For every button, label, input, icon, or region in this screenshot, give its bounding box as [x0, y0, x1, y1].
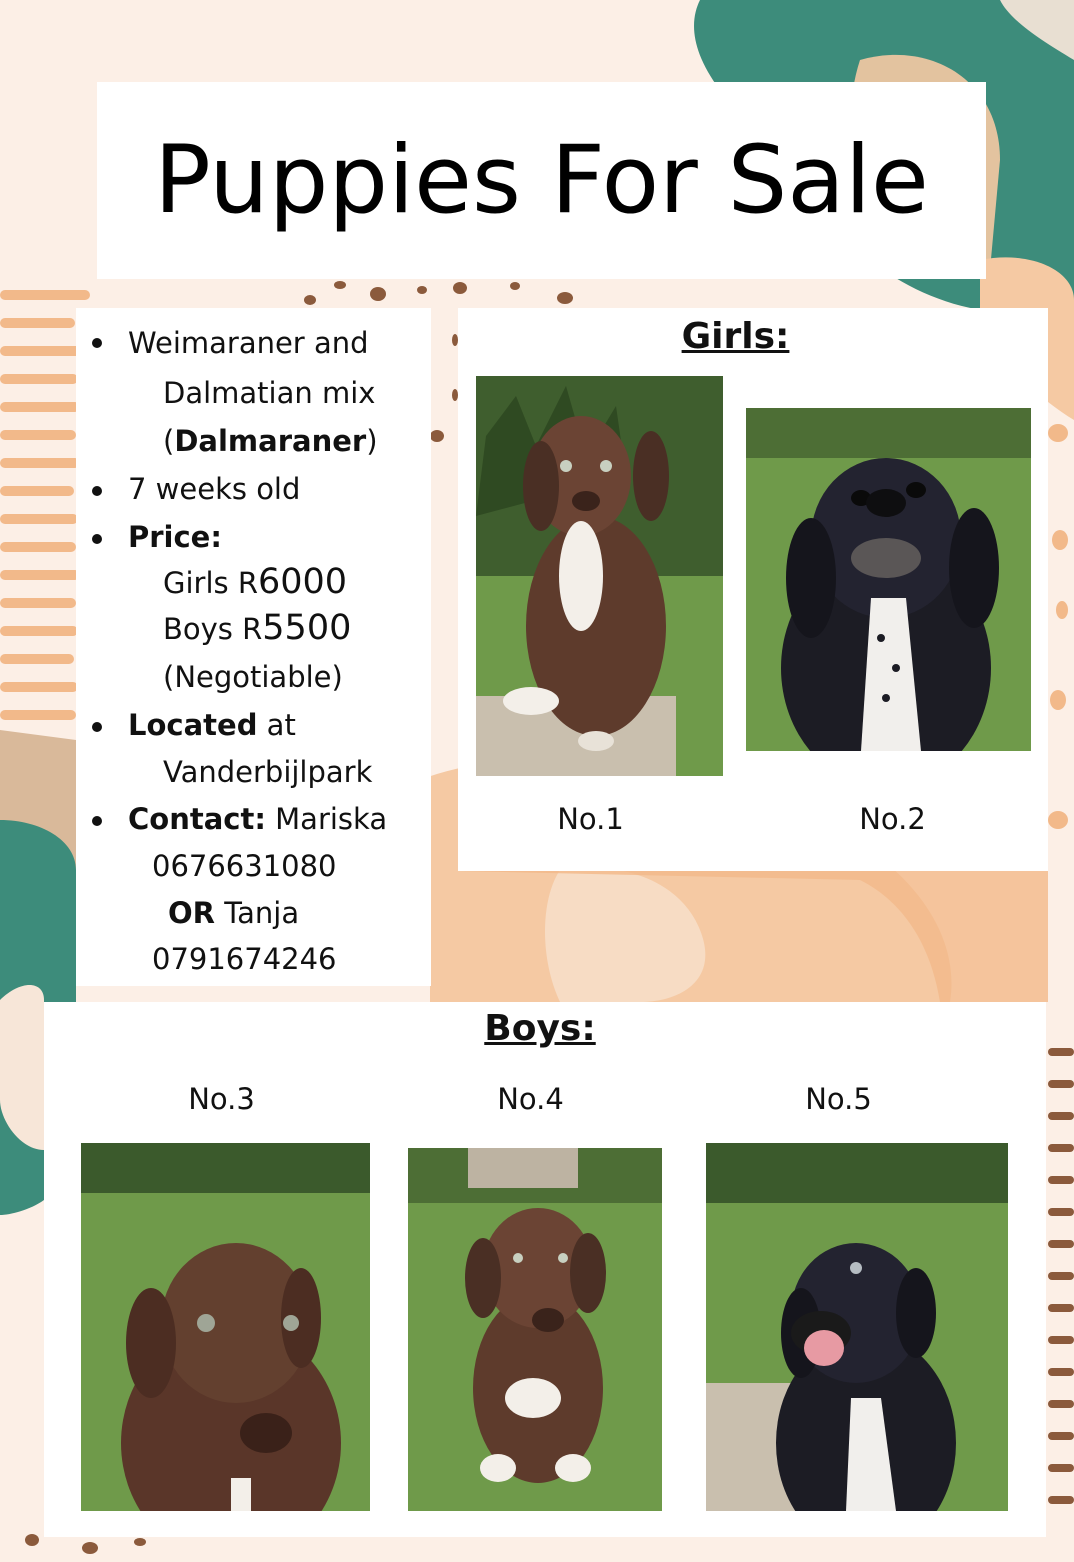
contact-label: Contact: [128, 802, 266, 836]
breed-name-line [163, 424, 378, 458]
boys-price-value: 5500 [262, 608, 352, 648]
negotiable-note: (Negotiable) [163, 660, 343, 694]
puppy-photo-icon [706, 1143, 1008, 1511]
bullet-icon [92, 816, 102, 826]
contact-phone-1: 0676631080 [152, 849, 337, 883]
age-line: 7 weeks old [128, 472, 301, 506]
puppy-label-2: No.2 [859, 802, 926, 836]
bullet-icon [92, 486, 102, 496]
puppy-label-4: No.4 [497, 1082, 564, 1116]
boys-price-prefix: Boys R [163, 612, 263, 646]
girls-price-value: 6000 [258, 562, 348, 602]
puppy-photo-icon [746, 408, 1031, 751]
boys-panel [44, 1002, 1046, 1537]
puppy-photo-icon [476, 376, 723, 776]
location: Vanderbijlpark [163, 755, 373, 789]
puppy-photo-icon [408, 1148, 662, 1511]
located-line [128, 708, 296, 742]
contact-line [128, 802, 387, 836]
breed-line-1: Weimaraner and [128, 326, 369, 360]
girls-price [163, 562, 347, 602]
breed-name: Dalmaraner [174, 424, 367, 458]
info-panel [76, 308, 431, 986]
located-at: at [257, 708, 296, 742]
or-label: OR [168, 896, 215, 930]
title-box [97, 82, 986, 279]
contact-name-2: Tanja [214, 896, 300, 930]
puppy-photo-5[interactable] [706, 1143, 1008, 1511]
bullet-icon [92, 722, 102, 732]
page-title: Puppies For Sale [154, 126, 929, 235]
contact-name-1: Mariska [265, 802, 388, 836]
puppy-label-3: No.3 [188, 1082, 255, 1116]
breed-name-open: ( [163, 424, 175, 458]
puppy-label-5: No.5 [805, 1082, 872, 1116]
puppy-photo-icon [81, 1143, 370, 1511]
puppy-photo-1[interactable] [476, 376, 723, 776]
girls-price-prefix: Girls R [163, 566, 258, 600]
puppy-photo-3[interactable] [81, 1143, 370, 1511]
price-label: Price: [128, 520, 222, 554]
boys-price [163, 608, 351, 648]
contact-or-line [168, 896, 299, 930]
breed-line-2: Dalmatian mix [163, 376, 376, 410]
puppy-photo-4[interactable] [408, 1148, 662, 1511]
girls-panel [458, 308, 1048, 871]
bullet-icon [92, 338, 102, 348]
breed-name-close: ) [366, 424, 378, 458]
puppy-photo-2[interactable] [746, 408, 1031, 751]
contact-phone-2: 0791674246 [152, 942, 337, 976]
puppy-label-1: No.1 [557, 802, 624, 836]
located-label: Located [128, 708, 258, 742]
boys-heading: Boys: [484, 1008, 596, 1049]
bullet-icon [92, 534, 102, 544]
girls-heading: Girls: [681, 316, 790, 357]
